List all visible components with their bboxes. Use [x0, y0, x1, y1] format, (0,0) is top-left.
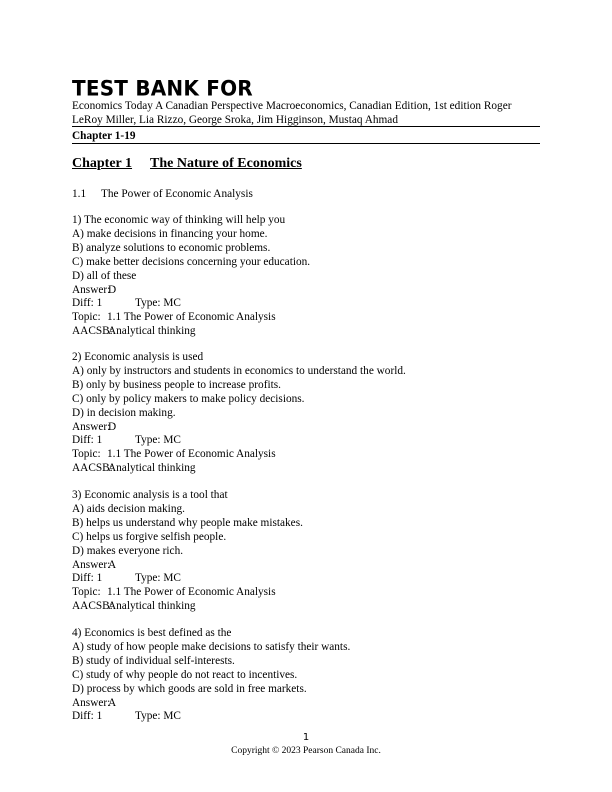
aacsb-label: AACSB: [72, 462, 113, 475]
aacsb-value: Analytical thinking [108, 462, 196, 475]
type-label: Type: MC [135, 710, 181, 723]
topic-label: Topic: [72, 311, 101, 324]
option-c: C) helps us forgive selfish people. [72, 530, 227, 543]
answer-label: Answer: [72, 283, 111, 296]
topic-value: 1.1 The Power of Economic Analysis [107, 448, 276, 461]
answer-label: Answer: [72, 420, 111, 433]
answer-label: Answer: [72, 696, 111, 709]
question-stem: 3) Economic analysis is a tool that [72, 489, 228, 501]
topic-value: 1.1 The Power of Economic Analysis [107, 586, 276, 599]
aacsb-line [72, 462, 406, 476]
diff-type-line [72, 434, 406, 448]
question-3 [72, 489, 303, 614]
answer-value: A [108, 696, 117, 709]
answer-line [72, 284, 310, 298]
section-number: 1.1 [72, 188, 87, 200]
aacsb-value: Analytical thinking [108, 325, 196, 338]
question-1 [72, 214, 310, 339]
answer-value: D [108, 283, 117, 296]
topic-line [72, 448, 406, 462]
book-title: Economics Today A Canadian Perspective Macroeconomics, Canadian Edition, 1st edition Roger LeRoy Miller, Lia Rizzo, George Sroka, Jim Higginson, Mustaq Ahmad [72, 100, 512, 126]
chapter-heading [72, 155, 302, 173]
option-c: C) study of why people do not react to incentives. [72, 668, 298, 681]
type-label: Type: MC [135, 572, 181, 585]
diff-type-line [72, 297, 310, 311]
diff-label: Diff: 1 [72, 710, 103, 723]
option-b: B) study of individual self-interests. [72, 654, 235, 667]
type-label: Type: MC [135, 434, 181, 447]
answer-line [72, 697, 350, 711]
page-number: 1 [302, 732, 310, 743]
diff-label: Diff: 1 [72, 434, 103, 447]
diff-type-line [72, 572, 303, 586]
option-d: D) process by which goods are sold in free markets. [72, 682, 307, 695]
topic-line [72, 311, 310, 325]
diff-label: Diff: 1 [72, 572, 103, 585]
option-a: A) only by instructors and students in economics to understand the world. [72, 364, 406, 377]
option-d: D) all of these [72, 269, 137, 282]
topic-label: Topic: [72, 448, 101, 461]
aacsb-label: AACSB: [72, 600, 113, 613]
test-bank-banner: TEST BANK FOR [72, 75, 253, 101]
question-stem: 1) The economic way of thinking will help you [72, 214, 286, 226]
type-label: Type: MC [135, 297, 181, 310]
chapter-number: Chapter 1 [72, 156, 133, 171]
option-b: B) analyze solutions to economic problems. [72, 241, 271, 254]
header-rule [72, 126, 540, 127]
option-c: C) make better decisions concerning your education. [72, 255, 311, 268]
aacsb-line [72, 600, 303, 614]
topic-value: 1.1 The Power of Economic Analysis [107, 311, 276, 324]
copyright-footer: Copyright © 2023 Pearson Canada Inc. [231, 746, 381, 756]
option-c: C) only by policy makers to make policy decisions. [72, 392, 305, 405]
question-stem: 2) Economic analysis is used [72, 351, 204, 363]
answer-line [72, 559, 303, 573]
section-title: The Power of Economic Analysis [101, 188, 253, 200]
aacsb-value: Analytical thinking [108, 600, 196, 613]
question-4 [72, 627, 350, 724]
aacsb-line [72, 325, 310, 339]
option-d: D) makes everyone rich. [72, 544, 184, 557]
chapter-title: The Nature of Economics [150, 156, 302, 171]
diff-type-line [72, 710, 350, 724]
option-a: A) make decisions in financing your home. [72, 227, 268, 240]
chapter-range: Chapter 1-19 [72, 130, 136, 142]
aacsb-label: AACSB: [72, 325, 113, 338]
section-heading [72, 187, 253, 201]
diff-label: Diff: 1 [72, 297, 103, 310]
topic-line [72, 586, 303, 600]
answer-label: Answer: [72, 558, 111, 571]
answer-line [72, 421, 406, 435]
answer-value: A [108, 558, 117, 571]
header-rule-bottom [72, 143, 540, 144]
option-a: A) study of how people make decisions to satisfy their wants. [72, 640, 351, 653]
option-a: A) aids decision making. [72, 502, 185, 515]
topic-label: Topic: [72, 586, 101, 599]
answer-value: D [108, 420, 117, 433]
option-d: D) in decision making. [72, 406, 176, 419]
question-stem: 4) Economics is best defined as the [72, 627, 232, 639]
question-2 [72, 351, 406, 476]
option-b: B) helps us understand why people make mistakes. [72, 516, 303, 529]
option-b: B) only by business people to increase profits. [72, 378, 281, 391]
